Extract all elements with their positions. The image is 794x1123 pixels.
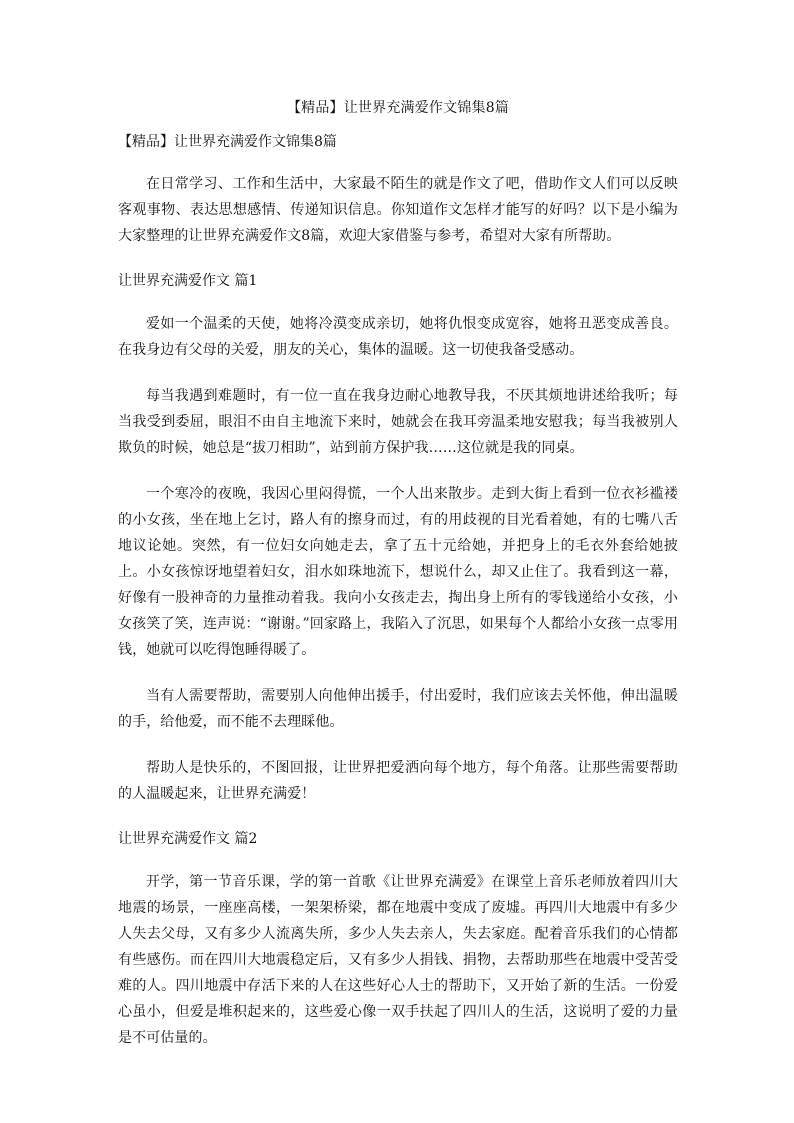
page-title: 【精品】让世界充满爱作文锦集8篇 <box>286 100 510 116</box>
section-1-paragraph-2: 每当我遇到难题时，有一位一直在我身边耐心地教导我，不厌其烦地讲述给我听；每当我受到委屈，眼泪不由自主地流下来时，她就会在我耳旁温柔地安慰我；每当我被别人欺负的时候，她总是“拔刀相助”，站到前方保护我……这位就是我的同桌。 <box>118 388 678 456</box>
section-1-paragraph-1: 爱如一个温柔的天使，她将冷漠变成亲切，她将仇恨变成宽容，她将丑恶变成善良。在我身边有父母的关爱，朋友的关心，集体的温暖。这一切使我备受感动。 <box>118 316 678 358</box>
section-2-paragraph-1: 开学，第一节音乐课，学的第一首歌《让世界充满爱》在课堂上音乐老师放着四川大地震的场景，一座座高楼，一架架桥梁，都在地震中变成了废墟。再四川大地震中有多少人失去父母，又有多少人流离失所，多少人失去亲人，失去家庭。配着音乐我们的心情都有些感伤。而在四川大地震稳定后，又有多少人捐钱、捐物，去帮助那些在地震中受苦受难的人。四川地震中存活下来的人在这些好心人士的帮助下，又开始了新的生活。一份爱心虽小，但爱是堆积起来的，这些爱心像一双手扶起了四川人的生活，这说明了爱的力量是不可估量的。 <box>118 874 678 1046</box>
intro-paragraph: 在日常学习、工作和生活中，大家最不陌生的就是作文了吧，借助作文人们可以反映客观事物、表达思想感情、传递知识信息。你知道作文怎样才能写的好吗？以下是小编为大家整理的让世界充满爱作文8篇，欢迎大家借鉴与参考，希望对大家有所帮助。 <box>118 176 678 244</box>
document-page <box>118 96 678 1071</box>
section-heading-1: 让世界充满爱作文 篇1 <box>118 273 258 289</box>
section-heading-2: 让世界充满爱作文 篇2 <box>118 831 258 847</box>
section-1-paragraph-3: 一个寒冷的夜晚，我因心里闷得慌，一个人出来散步。走到大街上看到一位衣衫褴褛的小女孩，坐在地上乞讨，路人有的擦身而过，有的用歧视的目光看着她，有的七嘴八舌地议论她。突然，有一位妇女向她走去，拿了五十元给她，并把身上的毛衣外套给她披上。小女孩惊讶地望着妇女，泪水如珠地流下，想说什么，却又止住了。我看到这一幕，好像有一股神奇的力量推动着我。我向小女孩走去，掏出身上所有的零钱递给小女孩，小女孩笑了笑，连声说：“谢谢。”回家路上，我陷入了沉思，如果每个人都给小女孩一点零用钱，她就可以吃得饱睡得暖了。 <box>118 486 678 658</box>
document-subtitle: 【精品】让世界充满爱作文锦集8篇 <box>118 134 337 150</box>
section-1-paragraph-4: 当有人需要帮助，需要别人向他伸出援手，付出爱时，我们应该去关怀他，伸出温暖的手，给他爱，而不能不去理睬他。 <box>118 688 678 730</box>
section-1-paragraph-5: 帮助人是快乐的，不图回报，让世界把爱洒向每个地方，每个角落。让那些需要帮助的人温暖起来，让世界充满爱！ <box>118 760 678 802</box>
